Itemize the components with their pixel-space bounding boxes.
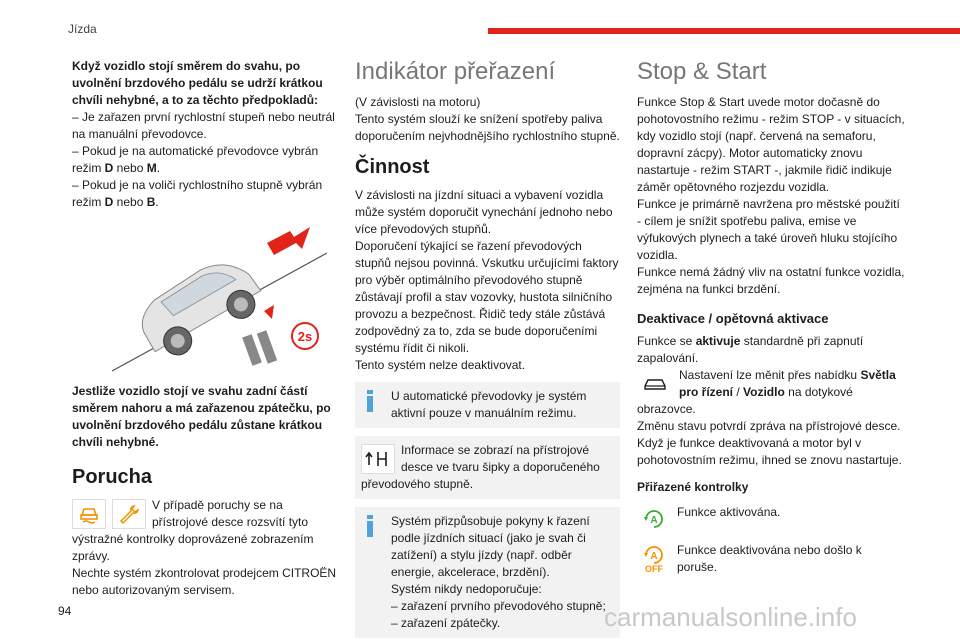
- info-icon: [367, 390, 373, 412]
- condition-selector: – Pokud je na voliči rychlostního stupně vybrán režim D nebo B.: [72, 178, 323, 209]
- note-automatic-gearbox: U automatické převodovky je systém aktivní pouze v manuálním režimu.: [355, 382, 620, 428]
- stop-start-off-icon: [637, 542, 671, 576]
- header-accent-bar: [488, 28, 960, 34]
- fault-service-text: Nechte systém zkontrolovat prodejcem CITROËN nebo autorizovaným servisem.: [72, 566, 337, 597]
- svg-text:A: A: [650, 515, 658, 526]
- deactivation-p2: Nastavení lze měnit přes nabídku Světla pro řízení / Vozidlo na dotykové obrazovce.: [637, 368, 896, 416]
- engine-dependency: (V závislosti na motoru): [355, 95, 481, 109]
- uphill-arrow-icon: [267, 227, 310, 255]
- gear-indicator-purpose: Tento systém slouží ke snížení spotřeby paliva doporučením nejvhodnějšího rychlostního stupně.: [355, 112, 620, 143]
- fault-heading: Porucha: [72, 466, 153, 488]
- stop-start-p3: Funkce nemá žádný vliv na ostatní funkce vozidla, zejména na funkci brzdění.: [637, 265, 905, 296]
- car-skid-warning-icon: [72, 499, 106, 529]
- watermark: carmanualsonline.info: [604, 602, 857, 632]
- operation-p3: Tento systém nelze deaktivovat.: [355, 358, 526, 372]
- note-display-info: Informace se zobrazí na přístrojové desce ve tvaru šipky a doporučeného převodového stupně.: [355, 436, 620, 499]
- lamps-heading: Přiřazené kontrolky: [637, 480, 749, 494]
- operation-p1: V závislosti na jízdní situaci a vybavení vozidla může systém doporučit vynechání jednoho nebo více převodových stupňů.: [355, 188, 613, 236]
- gear-shift-arrow-icon: [361, 444, 395, 474]
- deactivation-p4: Když je funkce deaktivovaná a motor byl v pohotovostním režimu, ihned se znovu nastartuje.: [637, 436, 902, 467]
- header-section-title: Jízda: [68, 22, 97, 36]
- deactivation-heading: Deaktivace / opětovná aktivace: [637, 311, 829, 326]
- deactivation-p3: Změnu stavu potvrdí zpráva na přístrojové desce.: [637, 419, 901, 433]
- column-gear-indicator: [355, 58, 620, 640]
- operation-heading: Činnost: [355, 156, 430, 178]
- downhill-reverse-note: Jestliže vozidlo stojí ve svahu zadní částí směrem nahoru a má zařazenou zpátečku, po uvolnění brzdového pedálu zůstane krátkou chvíli nehybné.: [72, 384, 331, 449]
- svg-text:A: A: [650, 551, 658, 562]
- timer-badge-label: 2s: [297, 329, 313, 344]
- fault-text: V případě poruchy se na přístrojové desce rozsvítí tyto výstražné kontrolky doprovázené zobrazením zprávy.: [72, 498, 314, 563]
- hill-start-illustration: [72, 223, 340, 373]
- stop-start-title: Stop & Start: [637, 58, 767, 85]
- deactivation-p1: Funkce se aktivuje standardně při zapnutí zapalování.: [637, 334, 864, 365]
- uphill-intro: Když vozidlo stojí směrem do svahu, po uvolnění brzdového pedálu se udrží krátkou chvíli nehybné, a to za těchto předpokladů:: [72, 59, 323, 107]
- wrench-icon: [112, 499, 146, 529]
- condition-automatic: – Pokud je na automatické převodovce vybrán režim D nebo M.: [72, 144, 319, 175]
- lamp-off-label: OFF: [645, 564, 663, 574]
- stop-start-active-icon: [637, 504, 671, 534]
- page-number: 94: [58, 604, 72, 618]
- lamp-active-text: Funkce aktivována.: [677, 505, 781, 519]
- condition-manual: – Je zařazen první rychlostní stupeň nebo neutrál na manuální převodovce.: [72, 110, 335, 141]
- operation-p2: Doporučení týkající se řazení převodových stupňů nejsou povinná. Vskutku určujícími faktory pro výběr optimálního převodového stupně zůstávají profil a stav vozovky, hustota silničního provozu a bezpečnost. Řidič tedy stále zůstává zodpovědný za to, zda se bude doporučeními systému řídit či nikoli.: [355, 239, 619, 355]
- lamp-row-active: [637, 502, 905, 536]
- info-icon: [367, 515, 373, 537]
- column-stop-start: [637, 58, 905, 582]
- gear-indicator-title: Indikátor přeřazení: [355, 58, 556, 85]
- lamp-row-off: [637, 540, 905, 578]
- stop-start-p2: Funkce je primárně navržena pro městské použití - cílem je snížit spotřebu paliva, emise ve výfukových plynech a také úroveň hluku stojícího vozidla.: [637, 197, 900, 262]
- column-hill-assist: [72, 58, 340, 599]
- stop-start-p1: Funkce Stop & Start uvede motor dočasně do pohotovostního režimu - režim STOP - v situacích, kdy vozidlo stojí (např. červená na semaforu, dopravní zácpy). Motor automaticky znovu nastartuje - režim START -, jakmile řidič indikuje záměr opětovného rozjezdu vozidla.: [637, 95, 905, 194]
- note-system-behaviour: Systém přizpůsobuje pokyny k řazení podle jízdních situací (jako je svah či zatížení) a stylu jízdy (např. odběr energie, akcelerace, brzdění). Systém nikdy nedoporučuje: – zařazení prvního převodového stupně; – zařazení zpátečky.: [355, 507, 620, 638]
- car-settings-icon: [637, 369, 673, 399]
- lamp-off-text: Funkce deaktivována nebo došlo k poruše.: [677, 543, 862, 574]
